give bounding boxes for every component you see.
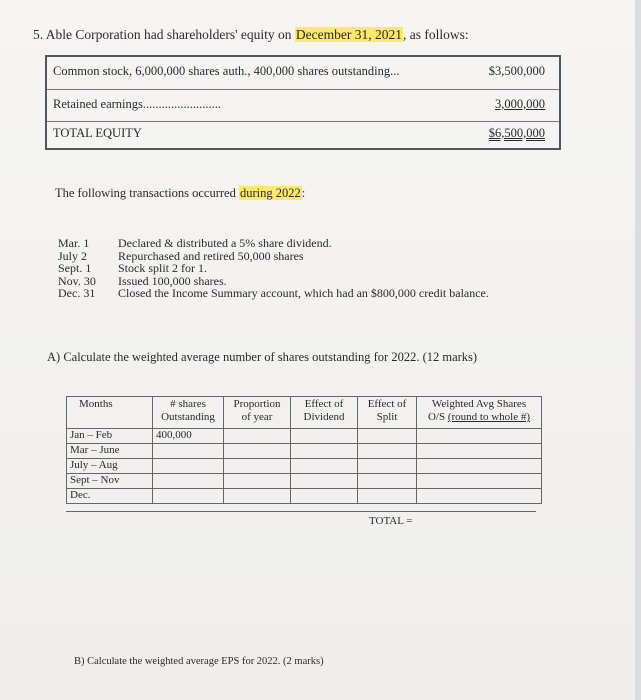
table-row: [67, 489, 542, 504]
weighted-cell[interactable]: [417, 429, 542, 444]
split-cell[interactable]: [358, 429, 417, 444]
question-title: [33, 27, 469, 43]
header-line: of year: [241, 411, 273, 423]
equity-value: 3,000,000: [495, 97, 545, 111]
split-cell[interactable]: [358, 489, 417, 504]
intro-prefix: The following transactions occurred: [55, 186, 236, 200]
shares-cell[interactable]: [153, 474, 224, 489]
proportion-cell[interactable]: [224, 459, 291, 474]
total-label: TOTAL =: [369, 515, 413, 527]
dividend-cell[interactable]: [291, 489, 358, 504]
intro-suffix: :: [301, 186, 306, 200]
header-line: Proportion: [233, 398, 281, 410]
proportion-cell[interactable]: [224, 444, 291, 459]
period-cell: Dec.: [67, 489, 153, 504]
header-line: Effect of: [304, 398, 344, 410]
table-header-row: [67, 397, 542, 429]
dividend-cell[interactable]: [291, 459, 358, 474]
header-line: Outstanding: [161, 411, 215, 423]
transaction-desc: Issued 100,000 shares.: [118, 273, 227, 288]
transactions-list: [58, 237, 498, 300]
transaction-desc: Stock split 2 for 1.: [118, 261, 207, 275]
transaction-date: Mar. 1: [58, 236, 90, 250]
header-line: Split: [376, 411, 398, 423]
header-months: Months: [67, 397, 153, 429]
transaction-item: [58, 237, 498, 250]
part-b-question: B) Calculate the weighted average EPS for 2022. (2 marks): [74, 656, 324, 667]
transaction-item: [58, 262, 498, 275]
split-cell[interactable]: [358, 444, 417, 459]
header-weighted: [417, 397, 542, 429]
table-row: [67, 444, 542, 459]
header-shares: [153, 397, 224, 429]
proportion-cell[interactable]: [224, 474, 291, 489]
header-line: [420, 411, 538, 424]
header-line: Weighted Avg Shares: [431, 398, 527, 410]
equity-row-common-stock: [47, 57, 559, 89]
dividend-cell[interactable]: [291, 474, 358, 489]
table-row: [67, 474, 542, 489]
equity-box: [45, 55, 561, 150]
period-cell: July – Aug: [67, 459, 153, 474]
shares-cell[interactable]: [153, 444, 224, 459]
dividend-cell[interactable]: [291, 444, 358, 459]
proportion-cell[interactable]: [224, 429, 291, 444]
equity-row-retained-earnings: [47, 89, 559, 122]
header-dividend: [291, 397, 358, 429]
period-cell: Mar – June: [67, 444, 153, 459]
shares-cell[interactable]: [153, 459, 224, 474]
transaction-date: July 2: [58, 248, 88, 263]
intro-highlight: during 2022: [239, 186, 301, 200]
transaction-item: [58, 287, 498, 300]
header-line-underlined: (round to whole #): [447, 411, 531, 423]
equity-label: Common stock, 6,000,000 shares auth., 400,000 shares outstanding...: [53, 64, 400, 78]
table-row: [67, 459, 542, 474]
header-line: Effect of: [367, 398, 407, 410]
question-prefix: 5. Able Corporation had shareholders' equity on: [33, 27, 292, 42]
part-a-question: A) Calculate the weighted average number of shares outstanding for 2022. (12 marks): [47, 350, 478, 364]
transaction-date: Nov. 30: [58, 273, 96, 288]
header-proportion: [224, 397, 291, 429]
transactions-intro: [55, 186, 305, 201]
transaction-date: Dec. 31: [58, 286, 96, 300]
question-date-highlight: December 31, 2021: [295, 27, 402, 42]
period-cell: Jan – Feb: [67, 429, 153, 444]
header-line: # shares: [170, 398, 206, 410]
equity-value: $3,500,000: [488, 64, 545, 78]
equity-label: Retained earnings.........................: [53, 97, 222, 111]
weighted-cell[interactable]: [417, 474, 542, 489]
shares-cell[interactable]: [153, 489, 224, 504]
equity-label: TOTAL EQUITY: [53, 126, 142, 140]
period-cell: Sept – Nov: [67, 474, 153, 489]
dividend-cell[interactable]: [291, 429, 358, 444]
split-cell[interactable]: [358, 474, 417, 489]
split-cell[interactable]: [358, 459, 417, 474]
weighted-cell[interactable]: [417, 489, 542, 504]
weighted-average-table: [66, 396, 542, 504]
header-line-prefix: O/S: [427, 411, 448, 423]
question-suffix: , as follows:: [402, 27, 469, 42]
proportion-cell[interactable]: [224, 489, 291, 504]
header-split: [358, 397, 417, 429]
transaction-date: Sept. 1: [58, 261, 92, 275]
weighted-cell[interactable]: [417, 459, 542, 474]
transaction-desc: Declared & distributed a 5% share dividend.: [118, 236, 332, 250]
header-line: Dividend: [303, 411, 345, 423]
transaction-desc: Closed the Income Summary account, which had an $800,000 credit balance.: [118, 286, 489, 300]
page-edge: [635, 0, 641, 700]
equity-value: $6,500,000: [488, 126, 545, 140]
equity-row-total: [47, 121, 559, 150]
weighted-cell[interactable]: [417, 444, 542, 459]
total-divider: [66, 511, 536, 512]
table-row: [67, 429, 542, 444]
shares-cell[interactable]: 400,000: [153, 429, 224, 444]
transaction-desc: Repurchased and retired 50,000 shares: [118, 248, 304, 263]
